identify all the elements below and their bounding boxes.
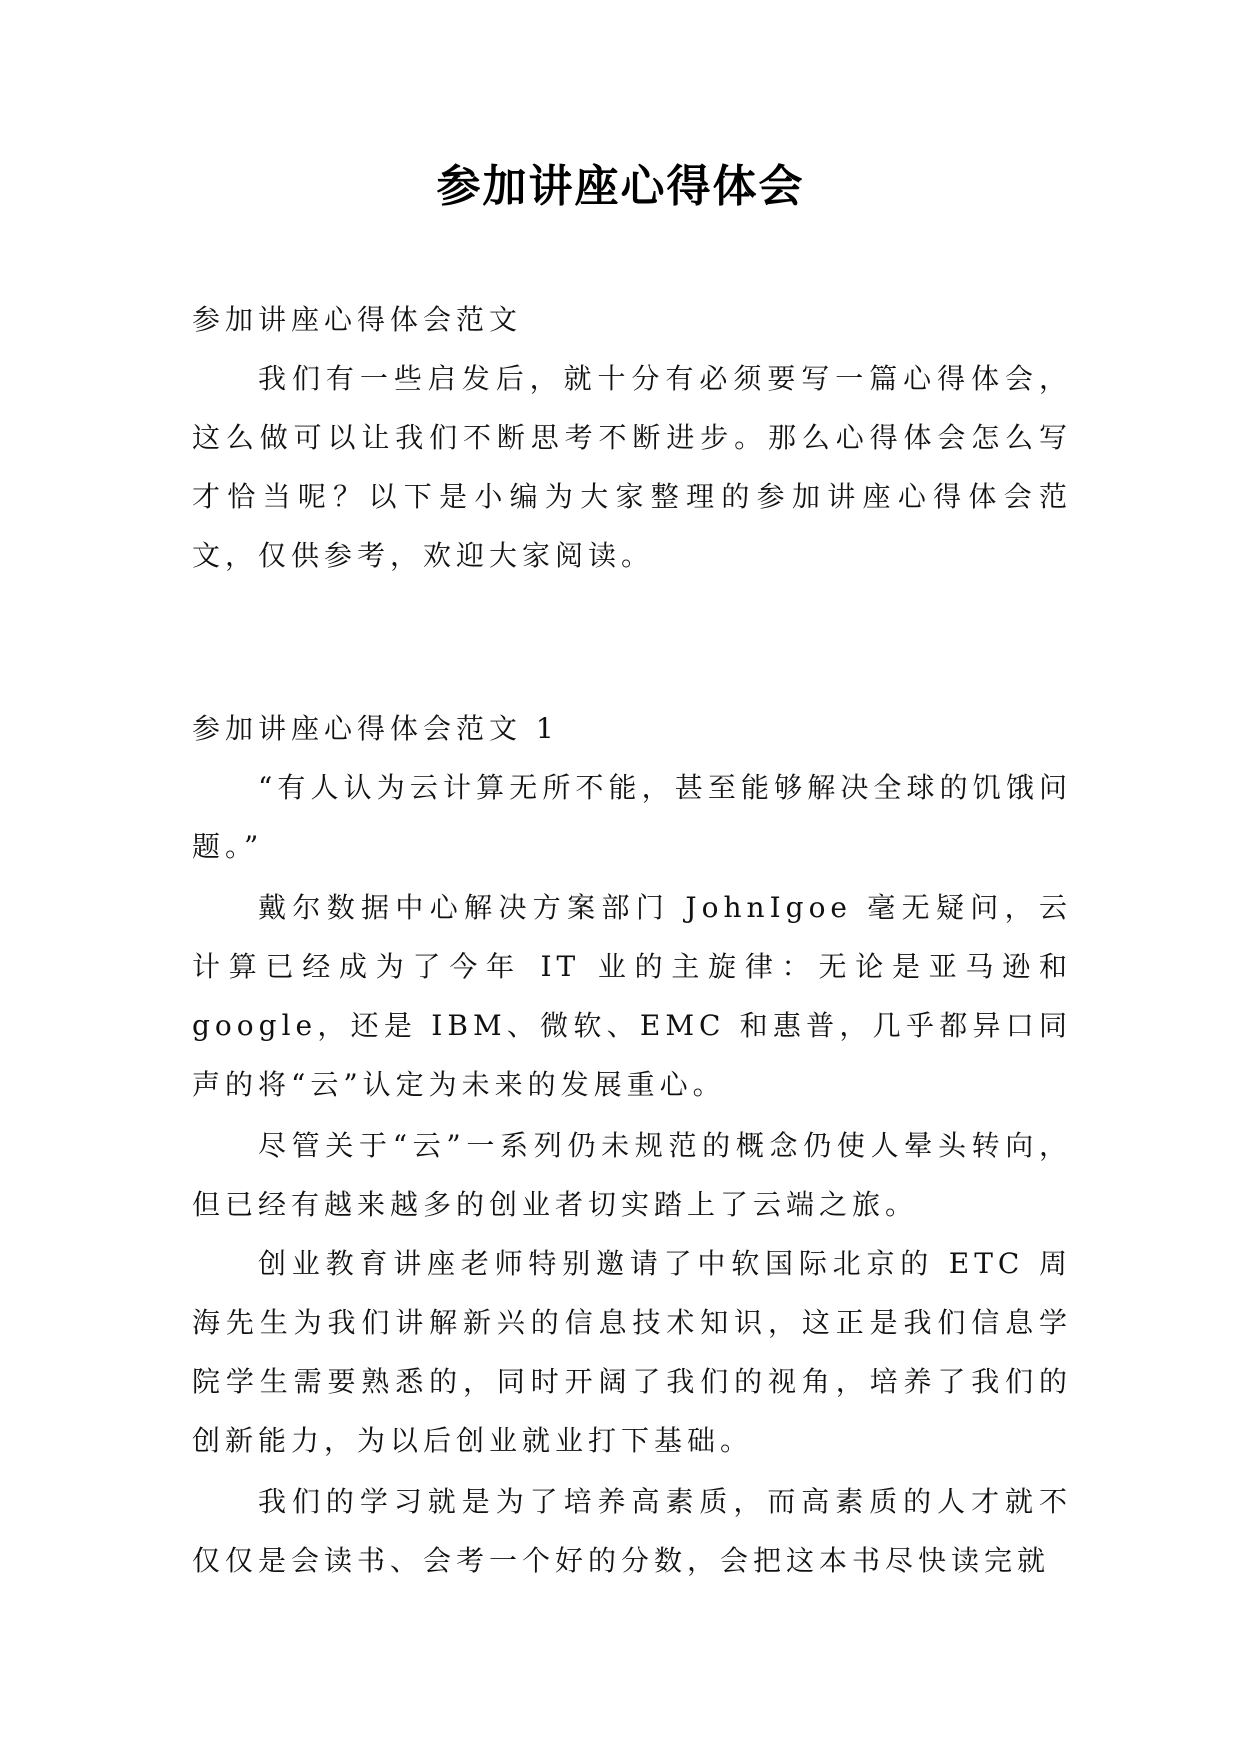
body-paragraph: “有人认为云计算无所不能，甚至能够解决全球的饥饿问题。” — [192, 771, 1072, 863]
body-paragraph: 戴尔数据中心解决方案部门 JohnIgoe 毫无疑问，云计算已经成为了今年 IT 业的主旋律：无论是亚马逊和 google，还是 IBM、微软、EMC 和惠普，几乎都异口同声的将“云”认定为未来的发展重心。 — [192, 891, 1072, 1101]
section-heading: 参加讲座心得体会范文 — [192, 303, 523, 336]
essay-heading: 参加讲座心得体会范文 1 — [192, 712, 559, 745]
body-paragraph: 我们的学习就是为了培养高素质，而高素质的人才就不仅仅是会读书、会考一个好的分数，会把这本书尽快读完就 — [192, 1485, 1072, 1577]
body-paragraph: 尽管关于“云”一系列仍未规范的概念仍使人晕头转向，但已经有越来越多的创业者切实踏上了云端之旅。 — [192, 1129, 1072, 1221]
body-paragraph: 创业教育讲座老师特别邀请了中软国际北京的 ETC 周海先生为我们讲解新兴的信息技术知识，这正是我们信息学院学生需要熟悉的，同时开阔了我们的视角，培养了我们的创新能力，为以后创业就业打下基础。 — [192, 1247, 1072, 1457]
intro-paragraph: 我们有一些启发后，就十分有必须要写一篇心得体会，这么做可以让我们不断思考不断进步。那么心得体会怎么写才恰当呢？以下是小编为大家整理的参加讲座心得体会范文，仅供参考，欢迎大家阅读。 — [192, 362, 1072, 572]
document-title: 参加讲座心得体会 — [436, 161, 805, 212]
